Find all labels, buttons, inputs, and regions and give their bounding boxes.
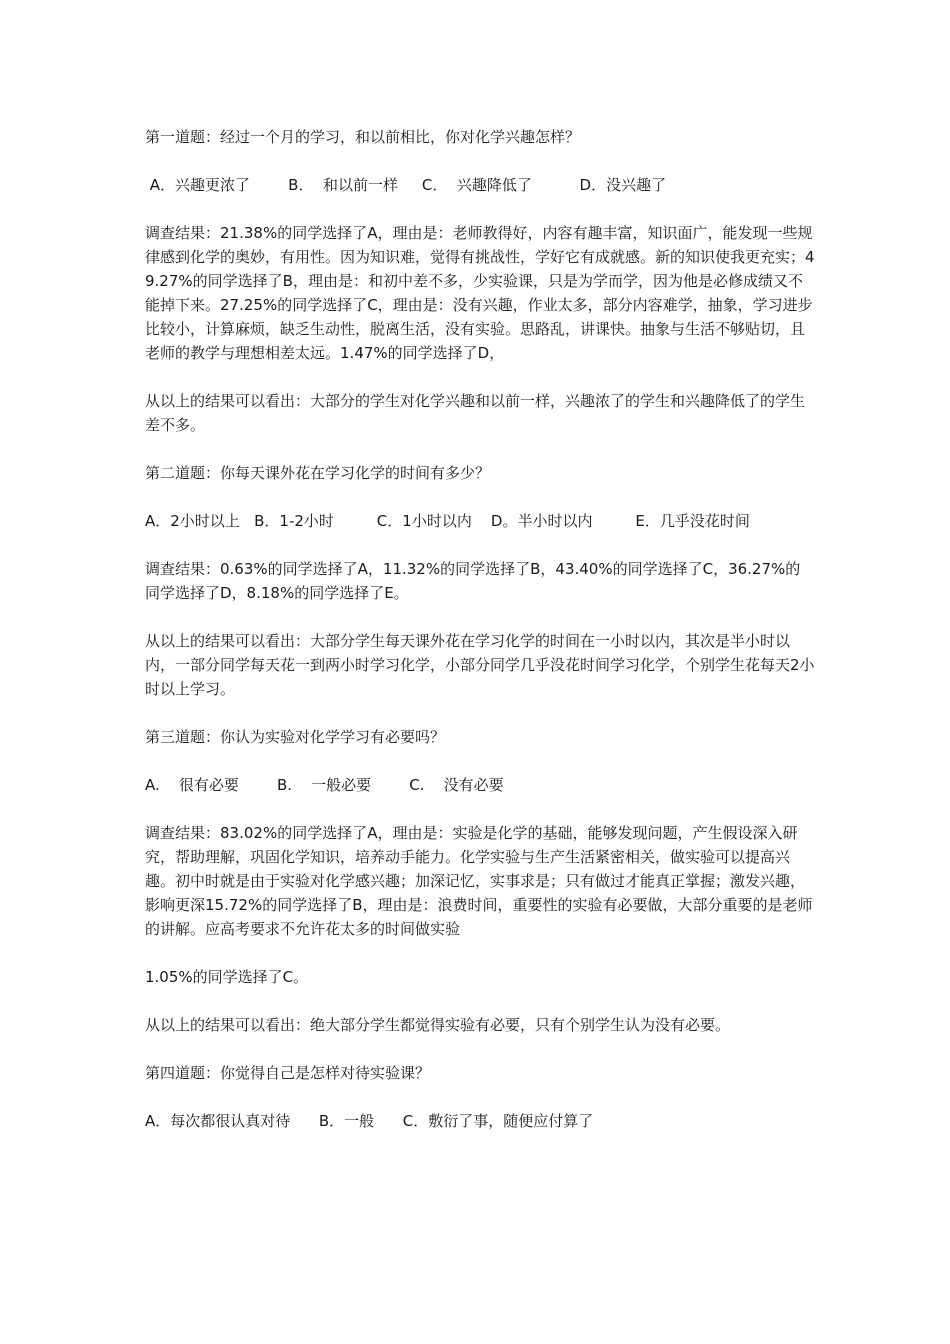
q1-result: 调查结果：21.38%的同学选择了A，理由是：老师教得好，内容有趣丰富，知识面广，能发现一些规律感到化学的奥妙，有用性。因为知识难，觉得有挑战性，学好它有成就感。新的知识使我更充实；49.27%的同学选择了B，理由是：和初中差不多，少实验课，只是为学而学，因为他是必修成绩又不能掉下来。27.25%的同学选择了C，理由是：没有兴趣，作业太多，部分内容难学，抽象，学习进步比较小，计算麻烦，缺乏生动性，脱离生活，没有实验。思路乱，讲课快。抽象与生活不够贴切，且老师的教学与理想相差太远。1.47%的同学选择了D， — [145, 224, 815, 362]
q1-conclusion: 从以上的结果可以看出：大部分的学生对化学兴趣和以前一样，兴趣浓了的学生和兴趣降低了的学生差不多。 — [145, 392, 806, 434]
q2-result: 调查结果：0.63%的同学选择了A，11.32%的同学选择了B，43.40%的同学选择了C，36.27%的同学选择了D，8.18%的同学选择了E。 — [145, 560, 801, 602]
q2-options: A．2小时以上 B．1-2小时 C．1小时以内 D。半小时以内 E．几乎没花时间 — [145, 512, 750, 530]
q3-result-tail: 1.05%的同学选择了C。 — [145, 968, 309, 986]
q3-result: 调查结果：83.02%的同学选择了A，理由是：实验是化学的基础，能够发现问题，产生假设深入研究，帮助理解，巩固化学知识，培养动手能力。化学实验与生产生活紧密相关，做实验可以提高兴趣。初中时就是由于实验对化学感兴趣；加深记忆，实事求是；只有做过才能真正掌握；激发兴趣，影响更深15.72%的同学选择了B，理由是：浪费时间，重要性的实验有必要做，大部分重要的是老师的讲解。应高考要求不允许花太多的时间做实验 — [145, 824, 813, 938]
q3-conclusion: 从以上的结果可以看出：绝大部分学生都觉得实验有必要，只有个别学生认为没有必要。 — [145, 1016, 731, 1034]
q1-title: 第一道题：经过一个月的学习，和以前相比，你对化学兴趣怎样？ — [145, 128, 581, 146]
q4-options: A．每次都很认真对待 B．一般 C．敷衍了事，随便应付算了 — [145, 1112, 594, 1130]
q2-conclusion: 从以上的结果可以看出：大部分学生每天课外花在学习化学的时间在一小时以内，其次是半小时以内，一部分同学每天花一到两小时学习化学，小部分同学几乎没花时间学习化学，个别学生花每天2小时以上学习。 — [145, 632, 815, 698]
document-body — [145, 125, 815, 1133]
q2-title: 第二道题：你每天课外花在学习化学的时间有多少？ — [145, 464, 491, 482]
q3-title: 第三道题：你认为实验对化学学习有必要吗？ — [145, 728, 446, 746]
q1-options: A．兴趣更浓了 B． 和以前一样 C． 兴趣降低了 D．没兴趣了 — [145, 176, 667, 194]
q4-title: 第四道题：你觉得自己是怎样对待实验课？ — [145, 1064, 431, 1082]
q3-options: A. 很有必要 B. 一般必要 C. 没有必要 — [145, 776, 504, 794]
